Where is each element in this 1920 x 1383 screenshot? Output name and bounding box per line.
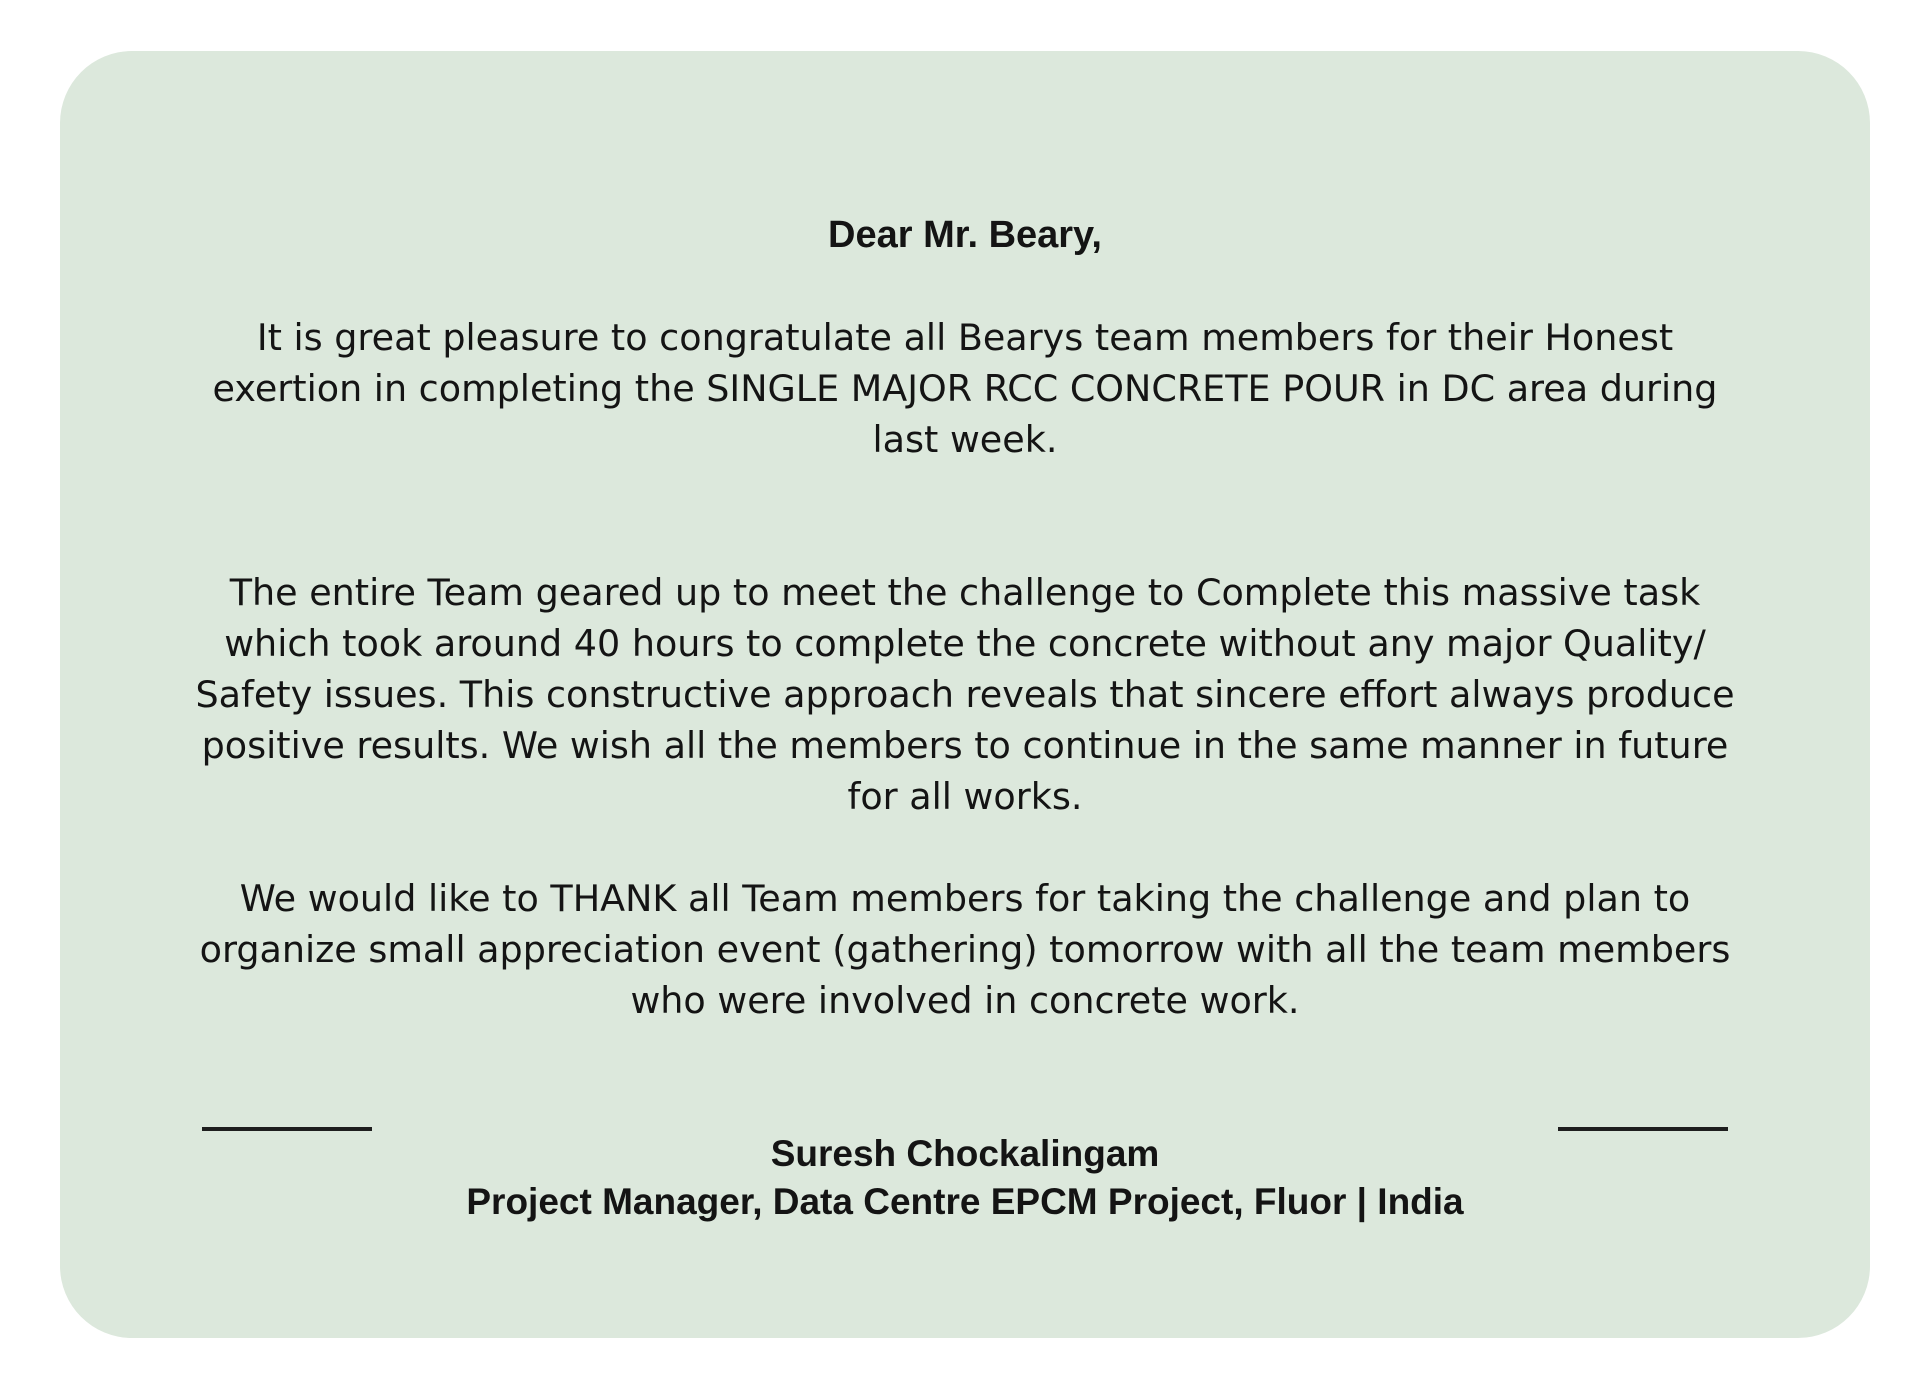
paragraph-thanks: We would like to THANK all Team members for taking the challenge and plan to organize small appreciation event (gathering) tomorrow with all the team members who were involved in concrete work. xyxy=(199,877,1731,1022)
signer-title: Project Manager, Data Centre EPCM Project, Fluor | India xyxy=(466,1181,1464,1222)
paragraph-team-effort: The entire Team geared up to meet the challenge to Complete this massive task which took around 40 hours to complete the concrete without any major Quality/ Safety issues. This constructive approach reveals that sincere effort always produce positive results. We wish all the members to continue in the same manner in future for all works. xyxy=(195,571,1735,818)
salutation: Dear Mr. Beary, xyxy=(828,214,1102,256)
paragraph-congratulations: It is great pleasure to congratulate all Bearys team members for their Honest exertion in completing the SINGLE MAJOR RCC CONCRETE POUR in DC area during last week. xyxy=(212,316,1718,461)
signer-name: Suresh Chockalingam xyxy=(770,1133,1160,1174)
letter-card xyxy=(60,51,1870,1338)
